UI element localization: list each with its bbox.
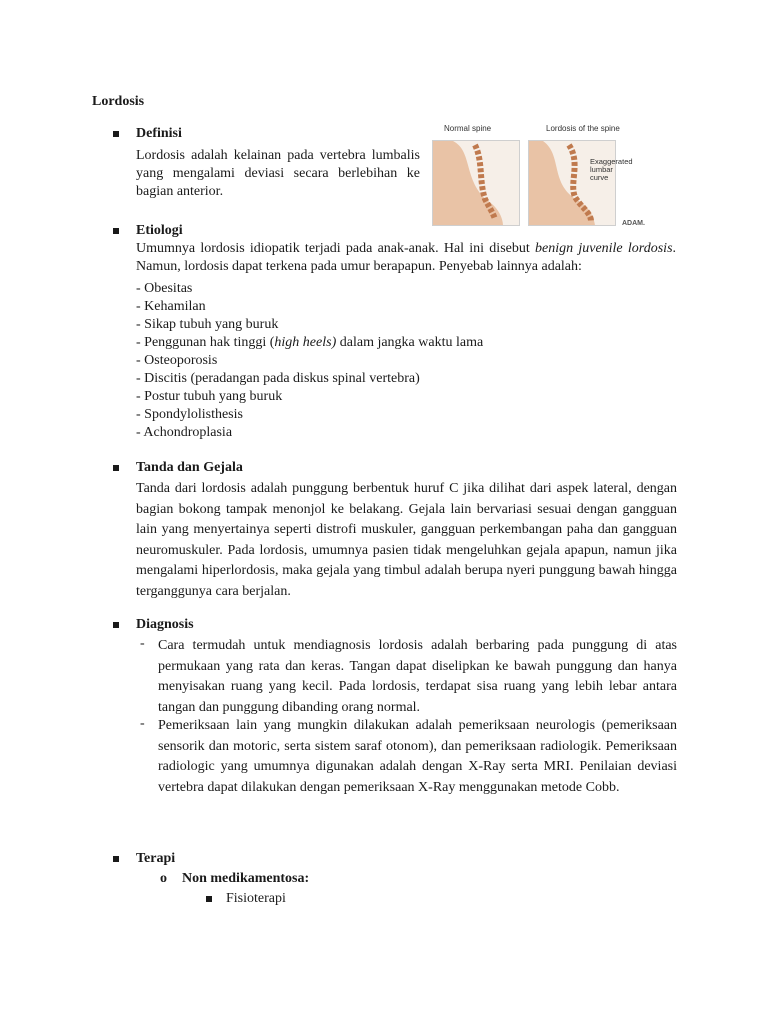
list-item-heels: - Penggunan hak tinggi (high heels) dalam jangka waktu lama xyxy=(136,335,484,350)
list-item: - Achondroplasia xyxy=(136,425,233,440)
list-item: - Osteoporosis xyxy=(136,353,218,368)
page-title: Lordosis xyxy=(92,94,145,109)
dash-marker: - xyxy=(140,716,145,731)
normal-spine-image xyxy=(432,140,520,226)
bullet-square xyxy=(113,856,119,862)
heading-tanda-gejala: Tanda dan Gejala xyxy=(136,460,243,475)
sub-marker: o xyxy=(160,871,167,886)
heading-terapi: Terapi xyxy=(136,851,176,866)
bullet-square xyxy=(113,131,119,137)
bullet-square xyxy=(113,465,119,471)
diagnosis-item-1: Cara termudah untuk mendiagnosis lordosis adalah berbaring pada punggung di atas permukaan yang rata dan keras. Tangan dapat diselipkan ke bawah punggung dan hanya menyisakan ruang yang kecil. Pada lordosis, terdapat sisa ruang yang lebih lebar antara tangan dan punggung dibanding orang normal. xyxy=(158,638,677,715)
adam-credit: ADAM. xyxy=(622,220,645,227)
dash-marker: - xyxy=(140,636,145,651)
diagnosis-item-2: Pemeriksaan lain yang mungkin dilakukan adalah pemeriksaan neurologis (pemeriksaan sensorik dan motoric, serta sistem saraf otonom), dan pemeriksaan radiologik. Pemeriksaan radiologic yang umumnya digunakan adalah dengan X-Ray serta MRI. Penilaian deviasi vertebra dapat dilakukan dengan pemeriksaan X-Ray menggunakan metode Cobb. xyxy=(158,718,677,795)
list-item: - Discitis (peradangan pada diskus spinal vertebra) xyxy=(136,371,420,386)
list-item: - Spondylolisthesis xyxy=(136,407,243,422)
list-item: - Sikap tubuh yang buruk xyxy=(136,317,279,332)
list-item-fisioterapi: Fisioterapi xyxy=(226,891,286,906)
lordosis-spine-image xyxy=(528,140,616,226)
etiologi-intro: Umumnya lordosis idiopatik terjadi pada anak-anak. Hal ini disebut benign juvenile lordosis. Namun, lordosis dapat terkena pada umur berapapun. Penyebab lainnya adalah: xyxy=(136,241,677,274)
curve-label: Exaggerated lumbar curve xyxy=(590,157,633,182)
figure-caption-normal: Normal spine xyxy=(444,124,492,133)
heading-diagnosis: Diagnosis xyxy=(136,617,194,632)
sub-heading-non-medikamentosa: Non medikamentosa: xyxy=(182,871,310,886)
list-item: - Obesitas xyxy=(136,281,193,296)
figure-caption-lordosis: Lordosis of the spine xyxy=(546,124,620,133)
tanda-text: Tanda dari lordosis adalah punggung berbentuk huruf C jika dilihat dari aspek lateral, dengan bagian bokong tampak menonjol ke belakang. Gejala lain bervariasi sesuai dengan gangguan lain yang menyertainya seperti distrofi muskuler, gangguan perkembangan paha dan gangguan neuromuskuler. Pada lordosis, umumnya pasien tidak mengeluhkan gejala apapun, namun jika mengalami hiperlordosis, maka gejala yang timbul adalah berupa nyeri punggung bawah hingga terganggunya cara berjalan. xyxy=(136,481,677,599)
heading-definisi: Definisi xyxy=(136,126,182,141)
bullet-square xyxy=(206,896,212,902)
bullet-square xyxy=(113,622,119,628)
heading-etiologi: Etiologi xyxy=(136,223,183,238)
spine-figure xyxy=(430,122,680,230)
list-item: - Postur tubuh yang buruk xyxy=(136,389,283,404)
definisi-text: Lordosis adalah kelainan pada vertebra lumbalis yang mengalami deviasi secara berlebihan ke bagian anterior. xyxy=(136,148,420,199)
bullet-square xyxy=(113,228,119,234)
list-item: - Kehamilan xyxy=(136,299,206,314)
